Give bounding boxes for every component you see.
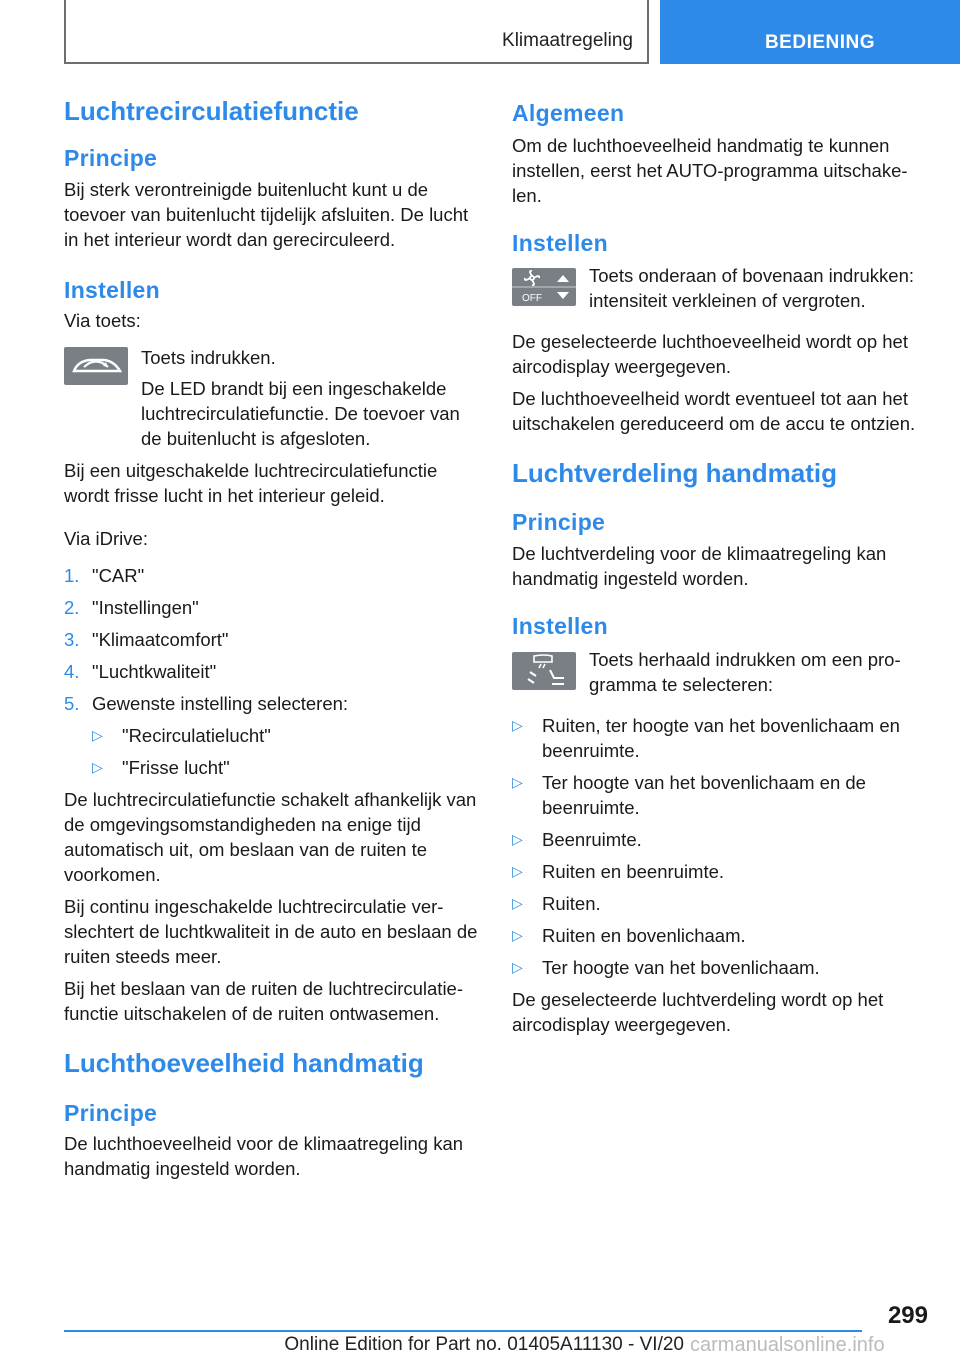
step-item: 5. Gewenste instelling selecteren: ▷ "Recirculatielucht" ▷ "Frisse lucht" (64, 691, 478, 780)
header-chapter-tab[interactable] (660, 0, 960, 64)
heading-instellen-r: Instellen (512, 229, 609, 256)
led-text: De LED brandt bij een ingeschakelde luchtrecirculatiefunctie. De toevoer van de buitenlucht is afgesloten. (141, 378, 460, 450)
heading-luchthoeveelheid: Luchthoeveelheid handmatig (64, 1048, 424, 1079)
heading-algemeen: Algemeen (512, 100, 625, 126)
final-text: De geselecteerde luchtverdeling wordt op het aircodisplay weergegeven. (512, 988, 884, 1035)
triangle-bullet-icon: ▷ (92, 727, 103, 744)
distribution-button-row (512, 647, 928, 697)
svg-text:OFF: OFF (522, 293, 542, 305)
heading-principe-r: Principe (512, 509, 606, 536)
fan-up-down-icon (512, 268, 576, 306)
distribution-option: ▷ Ruiten. (512, 892, 601, 914)
sub-option-item: ▷ "Frisse lucht" (92, 757, 230, 779)
step-item: 1. "CAR" (64, 565, 145, 587)
via-toets-text: Via toets: (64, 310, 141, 332)
para-aircodisplay: De geselecteerde luchthoeveelheid wordt op het aircodisplay weergegeven. (512, 331, 908, 378)
para-automatisch: De luchtrecirculatiefunctie schakelt afhankelijk van de omgevingsomstandigheden na enige tijd automatisch uit, om beslaan van de ruiten te voorkomen. (64, 789, 477, 886)
heading-luchtrecirculatiefunctie: Luchtrecirculatiefunctie (64, 96, 359, 126)
principe-text: Bij sterk verontreinigde buitenlucht kunt u de toevoer van buitenlucht tijdelijk afsluiten. De lucht in het interieur wordt dan gerecirculeerd. (64, 178, 469, 250)
step-item: 4. "Luchtkwaliteit" (64, 661, 217, 683)
header-section-box (64, 0, 649, 64)
triangle-bullet-icon: ▷ (512, 716, 523, 733)
fan-button-row (512, 263, 928, 313)
triangle-bullet-icon: ▷ (92, 759, 103, 776)
heading-principe-2: Principe (64, 1099, 158, 1126)
triangle-bullet-icon: ▷ (512, 773, 523, 790)
verdeling-principe-text: De luchtverdeling voor de klimaatregeling kan handmatig ingesteld worden. (512, 542, 887, 589)
recirculation-car-icon (64, 347, 128, 385)
right-column (512, 100, 928, 1037)
toets-indrukken-text: Toets indrukken. (141, 347, 276, 369)
fan-toets-text: Toets onderaan of bovenaan indrukken: intensiteit verkleinen of vergroten. (589, 265, 915, 312)
distribution-option: ▷ Ruiten, ter hoogte van het bovenlichaam en beenruimte. (512, 714, 900, 761)
distribution-option: ▷ Beenruimte. (512, 828, 642, 850)
via-idrive-text: Via iDrive: (64, 528, 148, 550)
footer-divider (64, 1330, 862, 1332)
header-section-title: Klimaatregeling (502, 30, 633, 51)
principe2-text: De luchthoeveelheid voor de klimaatregeling kan handmatig ingesteld worden. (64, 1133, 464, 1180)
para-continu: Bij continu ingeschakelde luchtrecirculatie verslechtert de luchtkwaliteit in de auto en beslaan de ruiten steeds meer. (64, 896, 478, 968)
distribution-option: ▷ Ruiten en bovenlichaam. (512, 924, 746, 946)
algemeen-text: Om de luchthoeveelheid handmatig te kunnen instellen, eerst het AUTO-programma uitschakelen. (512, 134, 908, 206)
idrive-steps-list (64, 563, 478, 780)
watermark: carmanualsonline.info (690, 1334, 885, 1356)
heading-luchtverdeling: Luchtverdeling handmatig (512, 458, 838, 489)
triangle-bullet-icon: ▷ (512, 894, 523, 911)
step-item: 2. "Instellingen" (64, 597, 199, 619)
triangle-bullet-icon: ▷ (512, 862, 523, 879)
distribution-toets-text: Toets herhaald indrukken om een programma te selecteren: (589, 648, 901, 695)
uitgeschakeld-text: Bij een uitgeschakelde luchtrecirculatiefunctie wordt frisse lucht in het interieur geleid. (64, 460, 438, 507)
distribution-options-list (512, 713, 928, 980)
header-chapter-title: BEDIENING (764, 32, 876, 53)
sub-options-list (92, 723, 478, 780)
para-accu: De luchthoeveelheid wordt eventueel tot aan het uitschakelen gereduceerd om de accu te ontzien. (512, 388, 916, 435)
step-item: 3. "Klimaatcomfort" (64, 629, 229, 651)
heading-instellen-r2: Instellen (512, 612, 609, 639)
distribution-option: ▷ Ter hoogte van het bovenlichaam. (512, 956, 820, 978)
air-distribution-icon (512, 652, 576, 690)
distribution-option: ▷ Ruiten en beenruimte. (512, 860, 725, 882)
heading-principe: Principe (64, 145, 158, 172)
triangle-bullet-icon: ▷ (512, 958, 523, 975)
triangle-bullet-icon: ▷ (512, 830, 523, 847)
para-beslaan: Bij het beslaan van de ruiten de luchtrecirculatiefunctie uitschakelen of de ruiten ontwasemen. (64, 978, 464, 1025)
left-column (64, 96, 478, 1181)
page-number: 299 (887, 1302, 928, 1329)
heading-instellen: Instellen (64, 276, 161, 303)
sub-option-item: ▷ "Recirculatielucht" (92, 725, 271, 747)
distribution-option: ▷ Ter hoogte van het bovenlichaam en de beenruimte. (512, 771, 866, 818)
triangle-bullet-icon: ▷ (512, 926, 523, 943)
recirculation-button-row (64, 345, 478, 451)
footer-edition: Online Edition for Part no. 01405A11130 - VI/20 (284, 1334, 684, 1355)
